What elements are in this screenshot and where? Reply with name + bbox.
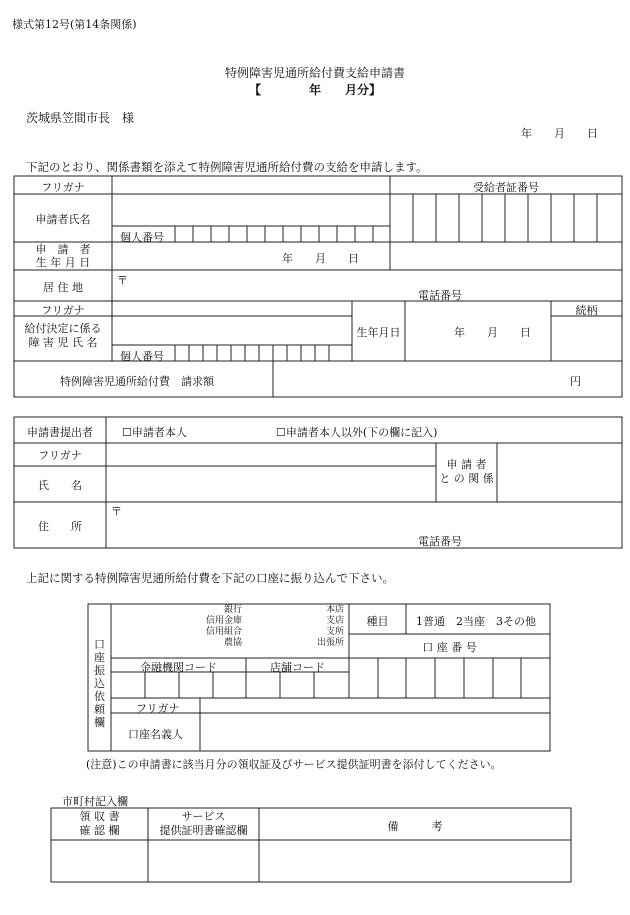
claim-amount-label: 特例障害児通所給付費 請求額 bbox=[60, 375, 214, 388]
remarks-header: 備 考 bbox=[387, 820, 443, 833]
form-title-text: 特例障害児通所給付費支給申請書 bbox=[224, 66, 405, 80]
account-number-label: 口 座 番 号 bbox=[422, 641, 477, 654]
submitter-name-label: 氏 名 bbox=[38, 479, 82, 492]
address-label: 居 住 地 bbox=[43, 281, 83, 294]
municipal-section-title: 市町村記入欄 bbox=[62, 795, 128, 808]
applicant-name-label: 申請者氏名 bbox=[35, 213, 91, 226]
child-furigana-label: フリガナ bbox=[41, 304, 85, 317]
receipt-check-header-2: 確 認 欄 bbox=[79, 824, 120, 837]
branch-type-office: 出張所 bbox=[316, 638, 344, 648]
applicant-birth-date: 年 月 日 bbox=[282, 252, 359, 265]
side-char-4: 込 bbox=[94, 677, 105, 690]
submission-date: 年 月 日 bbox=[521, 127, 598, 140]
submitter-relation-label bbox=[436, 458, 497, 486]
side-char-3: 振 bbox=[94, 664, 105, 677]
child-birth-label: 生年月日 bbox=[356, 326, 401, 339]
branch-type-head: 本店 bbox=[325, 605, 344, 615]
transfer-text: 上記に関する特例障害児通所給付費を下記の口座に振り込んで下さい。 bbox=[26, 571, 394, 585]
form-title bbox=[0, 64, 630, 81]
service-cert-header-1: サービス bbox=[181, 810, 226, 823]
side-char-1: 口 bbox=[94, 638, 105, 651]
phone-label: 電話番号 bbox=[418, 289, 462, 302]
applicant-personal-number-label: 個人番号 bbox=[120, 231, 164, 244]
intro-text: 下記のとおり、関係書類を添えて特例障害児通所給付費の支給を申請します。 bbox=[26, 160, 428, 174]
account-type-label: 種目 bbox=[366, 615, 389, 628]
attachment-note: (注意)この申請書に該当月分の領収証及びサービス提供証明書を添付してください。 bbox=[86, 758, 502, 771]
applicant-birth-label-2: 生 年 月 日 bbox=[35, 256, 91, 269]
receipt-check-header-1: 領 収 書 bbox=[79, 810, 120, 823]
applicant-birth-label bbox=[14, 243, 112, 269]
institution-code-label: 金融機関コード bbox=[140, 661, 217, 674]
child-name-label-1: 給付決定に係る bbox=[24, 322, 102, 335]
side-char-7: 欄 bbox=[94, 716, 105, 729]
holder-furigana-label: フリガナ bbox=[136, 702, 180, 715]
child-name-label-2: 障 害 児 氏 名 bbox=[28, 336, 98, 349]
service-cert-header bbox=[148, 810, 259, 838]
form-number: 様式第12号(第14条関係) bbox=[12, 18, 137, 31]
submitter-address-label: 住 所 bbox=[38, 520, 82, 533]
submitter-furigana-label: フリガナ bbox=[38, 449, 82, 462]
submitter-option-self[interactable]: ☐申請者本人 bbox=[122, 426, 187, 439]
submitter-label: 申請書提出者 bbox=[27, 426, 93, 439]
recipient-number-label: 受給者証番号 bbox=[473, 181, 539, 194]
form-period bbox=[0, 81, 630, 98]
submitter-relation-label-1: 申 請 者 bbox=[446, 458, 487, 471]
inst-type-bank: 銀行 bbox=[223, 605, 242, 615]
submitter-relation-label-2: と の 関 係 bbox=[439, 472, 494, 485]
inst-type-nokyo: 農協 bbox=[223, 638, 242, 648]
branch-code-label: 店舗コード bbox=[270, 661, 325, 674]
service-cert-header-2: 提供証明書確認欄 bbox=[159, 824, 248, 837]
child-name-label bbox=[14, 322, 112, 350]
submitter-phone-label: 電話番号 bbox=[418, 535, 462, 548]
side-char-5: 依 bbox=[94, 690, 105, 703]
inst-type-shinkin: 信用金庫 bbox=[205, 616, 242, 626]
branch-type-sub: 支所 bbox=[325, 627, 344, 637]
side-char-2: 座 bbox=[94, 651, 105, 664]
applicant-birth-label-1: 申 請 者 bbox=[35, 243, 91, 256]
account-type-options[interactable]: 1普通 2当座 3その他 bbox=[416, 615, 536, 628]
claim-unit: 円 bbox=[570, 375, 581, 388]
period-text: 【 年 月分】 bbox=[248, 83, 381, 97]
side-char-6: 頼 bbox=[94, 703, 105, 716]
branch-type-branch: 支店 bbox=[325, 616, 344, 626]
child-personal-number-label: 個人番号 bbox=[120, 350, 164, 363]
addressee: 茨城県笠間市長 様 bbox=[26, 111, 135, 125]
account-holder-label: 口座名義人 bbox=[128, 728, 183, 741]
receipt-check-header bbox=[51, 810, 148, 838]
branch-types bbox=[300, 605, 344, 649]
relation-label: 続柄 bbox=[575, 304, 598, 317]
submitter-option-other[interactable]: ☐申請者本人以外(下の欄に記入) bbox=[276, 426, 438, 439]
bank-side-label bbox=[88, 638, 111, 729]
inst-type-shinkumi: 信用組合 bbox=[205, 627, 242, 637]
submitter-postal-mark: 〒 bbox=[111, 505, 122, 518]
institution-types bbox=[180, 605, 242, 649]
applicant-furigana-label: フリガナ bbox=[41, 181, 85, 194]
postal-mark: 〒 bbox=[117, 274, 128, 287]
child-birth-date: 年 月 日 bbox=[454, 326, 531, 339]
